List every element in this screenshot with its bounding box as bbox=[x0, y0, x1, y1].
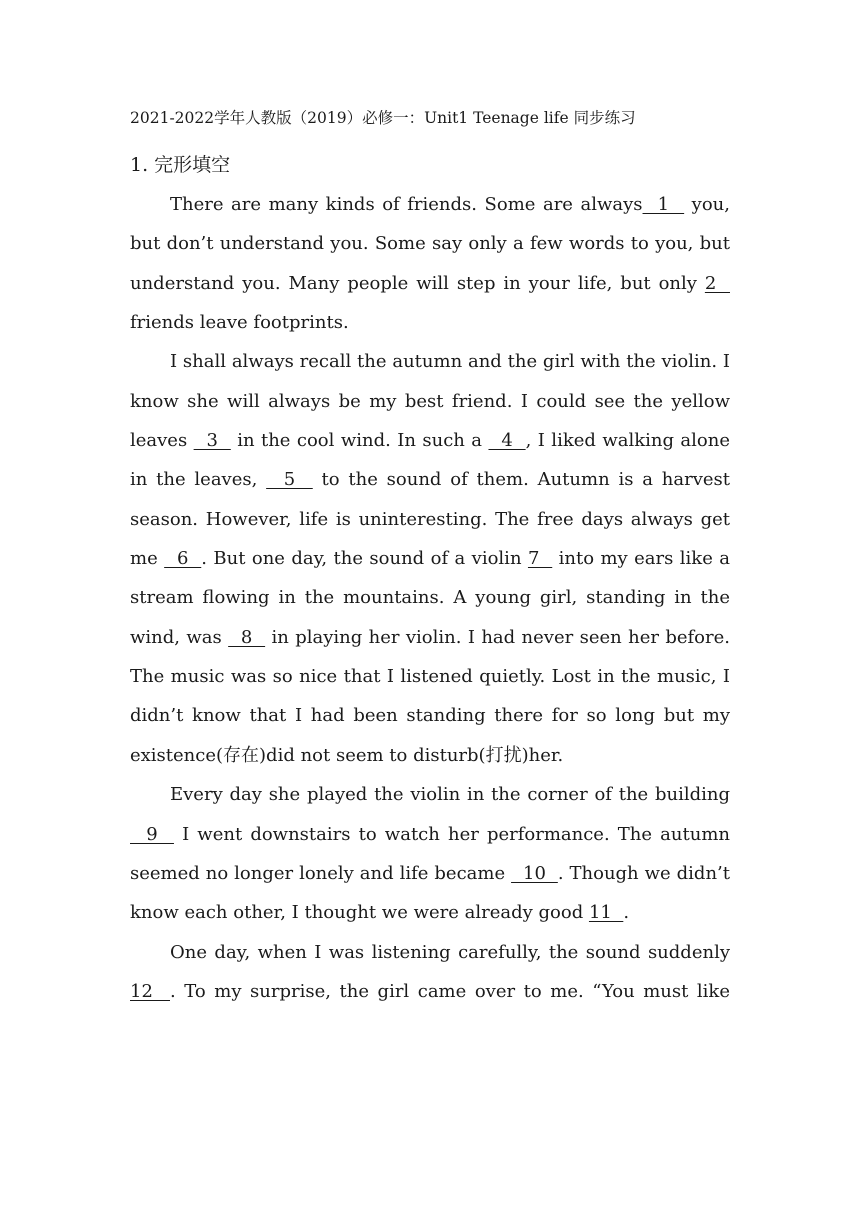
cloze-passage bbox=[130, 185, 730, 1011]
text-run: friends leave footprints. bbox=[130, 312, 349, 334]
text-run: . bbox=[623, 902, 630, 924]
blank-2: 2 bbox=[704, 272, 730, 294]
document-title: 2021-2022学年人教版（2019）必修一：Unit1 Teenage life 同步练习 bbox=[130, 109, 636, 127]
text-run: in playing her violin. I had never seen her before. The music was so nice that I listened quietly. Lost in the music, I didn’t know that I had been standing there for so long but my existence(存在)did not seem to disturb(打扰)her. bbox=[130, 626, 730, 766]
text-run: Every day she played the violin in the corner of the building bbox=[170, 784, 730, 806]
paragraph-4 bbox=[130, 933, 730, 1012]
blank-6: 6 bbox=[164, 548, 202, 570]
blank-12: 12 bbox=[130, 980, 170, 1002]
text-run: I went downstairs to watch her performance. The autumn seemed no longer lonely and life became bbox=[130, 823, 730, 884]
text-run: you, but don’t understand you. Some say only a few words to you, but understand you. Many people will step in your life, but only bbox=[130, 194, 730, 294]
text-run: One day, when I was listening carefully, the sound suddenly bbox=[170, 941, 730, 963]
text-run: . Though we didn’t know each other, I thought we were already good bbox=[130, 862, 730, 924]
blank-4: 4 bbox=[488, 430, 526, 452]
text-run: to the sound of them. Autumn is a harvest season. However, life is uninteresting. The free days always get me bbox=[130, 469, 730, 570]
paragraph-2 bbox=[130, 342, 730, 775]
blank-10: 10 bbox=[511, 862, 558, 884]
text-run: . But one day, the sound of a violin bbox=[201, 548, 528, 570]
blank-1: 1 bbox=[642, 194, 685, 215]
paragraph-1 bbox=[130, 185, 730, 342]
text-run: There are many kinds of friends. Some are always bbox=[170, 194, 643, 215]
text-run: , I liked walking alone in the leaves, bbox=[130, 430, 730, 491]
text-run: I shall always recall the autumn and the girl with the violin. I know she will always be my best friend. I could see the yellow leaves bbox=[130, 351, 730, 452]
text-run: . To my surprise, the girl came over to me. “You must like bbox=[170, 980, 730, 1002]
blank-3: 3 bbox=[193, 430, 231, 452]
blank-8: 8 bbox=[228, 626, 266, 648]
text-run: into my ears like a stream flowing in the mountains. A young girl, standing in the wind, was bbox=[130, 548, 730, 648]
blank-11: 11 bbox=[588, 902, 624, 924]
text-run: in the cool wind. In such a bbox=[230, 430, 489, 452]
blank-9: 9 bbox=[130, 823, 174, 845]
blank-5: 5 bbox=[266, 469, 313, 491]
section-heading: 1. 完形填空 bbox=[130, 154, 231, 176]
paragraph-3 bbox=[130, 775, 730, 932]
blank-7: 7 bbox=[527, 548, 553, 570]
